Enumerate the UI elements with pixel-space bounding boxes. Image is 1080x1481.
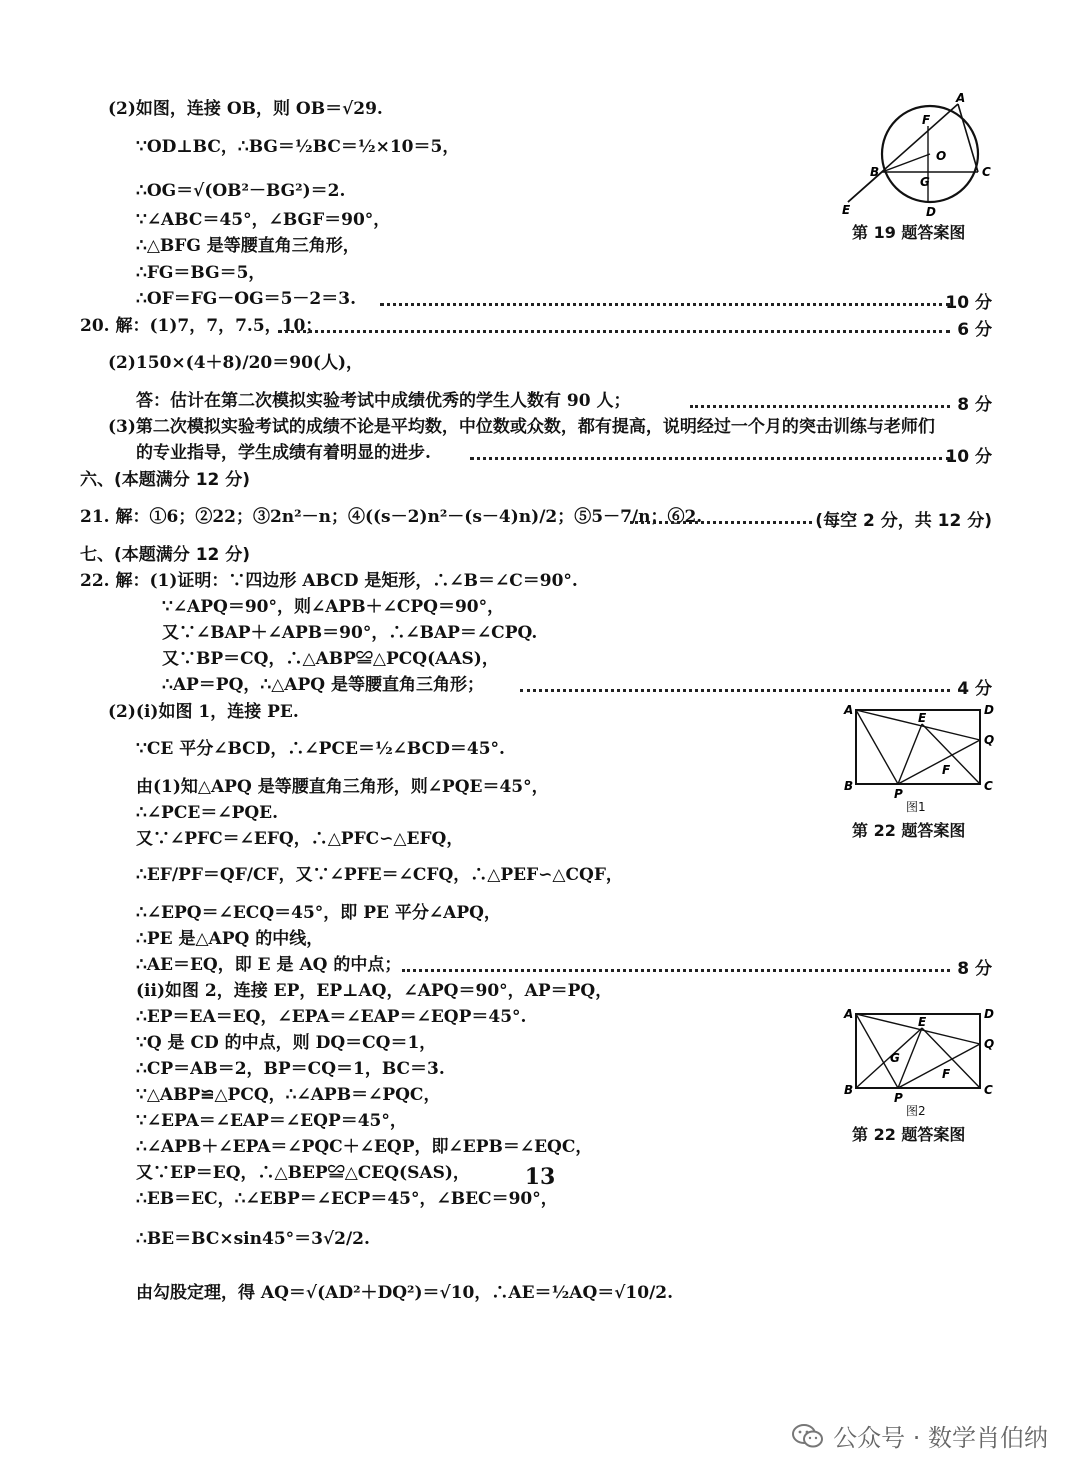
figure-19-circle-diagram [838, 90, 998, 220]
solution-line: ∴EB＝EC，∴∠EBP＝∠ECP＝45°，∠BEC＝90°， [136, 1189, 558, 1209]
point-label: A [844, 703, 854, 717]
solution-line: (3)第二次模拟实验考试的成绩不论是平均数，中位数或众数，都有提高，说明经过一个月的突击训练与老师们 [108, 417, 935, 437]
score-label: (每空 2 分，共 12 分) [815, 511, 992, 531]
watermark [791, 1418, 1048, 1453]
point-label: D [984, 703, 994, 717]
point-label: G [890, 1051, 900, 1065]
dot-leader [278, 330, 950, 333]
solution-line: (2)(i)如图 1，连接 PE. [108, 702, 299, 722]
solution-line: 由(1)知△APQ 是等腰直角三角形，则∠PQE＝45°， [136, 777, 549, 797]
point-label: O [936, 149, 947, 163]
solution-line: (2)150×(4＋8)/20＝90(人)， [108, 353, 363, 373]
solution-line: ∴∠PCE＝∠PQE. [136, 803, 279, 823]
dot-leader [630, 521, 812, 524]
solution-line: ∵∠APQ＝90°，则∠APB＋∠CPQ＝90°， [162, 597, 505, 617]
solution-line: 的专业指导，学生成绩有着明显的进步. [136, 443, 431, 463]
figure-22-1-rectangle-diagram [838, 700, 998, 800]
solution-line: ∴OF＝FG－OG＝5－2＝3. [136, 289, 357, 309]
solution-line: 22. 解：(1)证明：∵四边形 ABCD 是矩形，∴∠B＝∠C＝90°. [80, 571, 578, 591]
score-label: 8 分 [957, 395, 992, 415]
point-label: D [984, 1007, 994, 1021]
solution-line: ∴AP＝PQ，∴△APQ 是等腰直角三角形； [162, 675, 484, 695]
dot-leader [520, 689, 950, 692]
solution-line: ∴PE 是△APQ 的中线， [136, 929, 324, 949]
solution-line: (ii)如图 2，连接 EP，EP⊥AQ，∠APQ＝90°，AP＝PQ， [136, 981, 613, 1001]
dot-leader [470, 457, 950, 460]
solution-line: ∴EP＝EA＝EQ，∠EPA＝∠EAP＝∠EQP＝45°. [136, 1007, 527, 1027]
solution-line: 由勾股定理，得 AQ＝√(AD²＋DQ²)＝√10，∴AE＝½AQ＝√10/2. [136, 1283, 674, 1303]
figure-caption: 第 22 题答案图 [852, 821, 966, 840]
solution-line: ∴∠EPQ＝∠ECQ＝45°，即 PE 平分∠APQ， [136, 903, 501, 923]
figure-caption: 第 22 题答案图 [852, 1125, 966, 1144]
solution-line: ∵CE 平分∠BCD，∴∠PCE＝½∠BCD＝45°. [136, 739, 505, 759]
point-label: C [984, 1083, 993, 1097]
figure-22-2-rectangle-diagram [838, 1004, 998, 1104]
point-label: P [894, 1091, 903, 1105]
solution-line: ∴EF/PF＝QF/CF，又∵∠PFE＝∠CFQ，∴△PEF∽△CQF， [136, 865, 623, 885]
point-label: B [844, 779, 854, 793]
solution-line: 又∵BP＝CQ，∴△ABP≌△PCQ(AAS)， [162, 649, 499, 669]
score-label: 4 分 [957, 679, 992, 699]
solution-line: ∵∠EPA＝∠EAP＝∠EQP＝45°， [136, 1111, 407, 1131]
dot-leader [402, 969, 950, 972]
solution-line: ∵OD⊥BC，∴BG＝½BC＝½×10＝5， [136, 137, 460, 157]
solution-line: (2)如图，连接 OB，则 OB＝√29. [108, 99, 383, 119]
point-label: B [844, 1083, 854, 1097]
point-label: F [922, 113, 931, 127]
score-label: 8 分 [957, 959, 992, 979]
solution-line: ∵Q 是 CD 的中点，则 DQ＝CQ＝1， [136, 1033, 437, 1053]
solution-line: ∴△BFG 是等腰直角三角形， [136, 236, 360, 256]
point-label: E [842, 203, 851, 217]
point-label: C [982, 165, 991, 179]
figure-sub-label: 图2 [906, 1104, 926, 1118]
solution-line: ∵△ABP≌△PCQ，∴∠APB＝∠PQC， [136, 1085, 441, 1105]
solution-line: ∴CP＝AB＝2，BP＝CQ＝1，BC＝3. [136, 1059, 445, 1079]
solution-line: 答：估计在第二次模拟实验考试中成绩优秀的学生人数有 90 人； [136, 391, 631, 411]
solution-line: 又∵EP＝EQ，∴△BEP≌△CEQ(SAS)， [136, 1163, 470, 1183]
solution-line: 20. 解：(1)7，7，7.5，10； [80, 316, 323, 336]
score-label: 10 分 [945, 447, 992, 467]
point-label: Q [984, 733, 995, 747]
solution-line: ∴OG＝√(OB²－BG²)＝2. [136, 181, 346, 201]
figure-sub-label: 图1 [906, 800, 926, 814]
point-label: A [844, 1007, 854, 1021]
dot-leader [380, 303, 950, 306]
solution-line: ∴AE＝EQ，即 E 是 AQ 的中点； [136, 955, 402, 975]
wechat-icon [791, 1423, 825, 1449]
score-label: 6 分 [957, 320, 992, 340]
point-label: F [942, 1067, 951, 1081]
solution-line: ∴∠APB＋∠EPA＝∠PQC＋∠EQP，即∠EPB＝∠EQC， [136, 1137, 593, 1157]
point-label: P [894, 787, 903, 801]
point-label: A [956, 91, 966, 105]
point-label: Q [984, 1037, 995, 1051]
score-label: 10 分 [945, 293, 992, 313]
solution-line: ∵∠ABC＝45°，∠BGF＝90°， [136, 210, 391, 230]
section-heading: 六、(本题满分 12 分) [80, 470, 251, 490]
point-label: D [926, 205, 936, 219]
solution-line: 21. 解：①6；②22；③2n²－n；④((s－2)n²－(s－4)n)/2；⑤5－7/n；⑥2. [80, 507, 703, 527]
point-label: B [870, 165, 880, 179]
dot-leader [690, 405, 950, 408]
solution-line: ∴BE＝BC×sin45°＝3√2/2. [136, 1229, 370, 1249]
point-label: C [984, 779, 993, 793]
figure-caption: 第 19 题答案图 [852, 223, 966, 242]
solution-line: 又∵∠BAP＋∠APB＝90°，∴∠BAP＝∠CPQ. [162, 623, 538, 643]
point-label: F [942, 763, 951, 777]
solution-line: 又∵∠PFC＝∠EFQ，∴△PFC∽△EFQ， [136, 829, 464, 849]
point-label: E [918, 1015, 927, 1029]
section-heading: 七、(本题满分 12 分) [80, 545, 251, 565]
page-number: 13 [524, 1164, 556, 1190]
watermark-text: 公众号 · 数学肖伯纳 [833, 1424, 1048, 1452]
point-label: G [920, 175, 930, 189]
solution-line: ∴FG＝BG＝5， [136, 263, 266, 283]
point-label: E [918, 711, 927, 725]
